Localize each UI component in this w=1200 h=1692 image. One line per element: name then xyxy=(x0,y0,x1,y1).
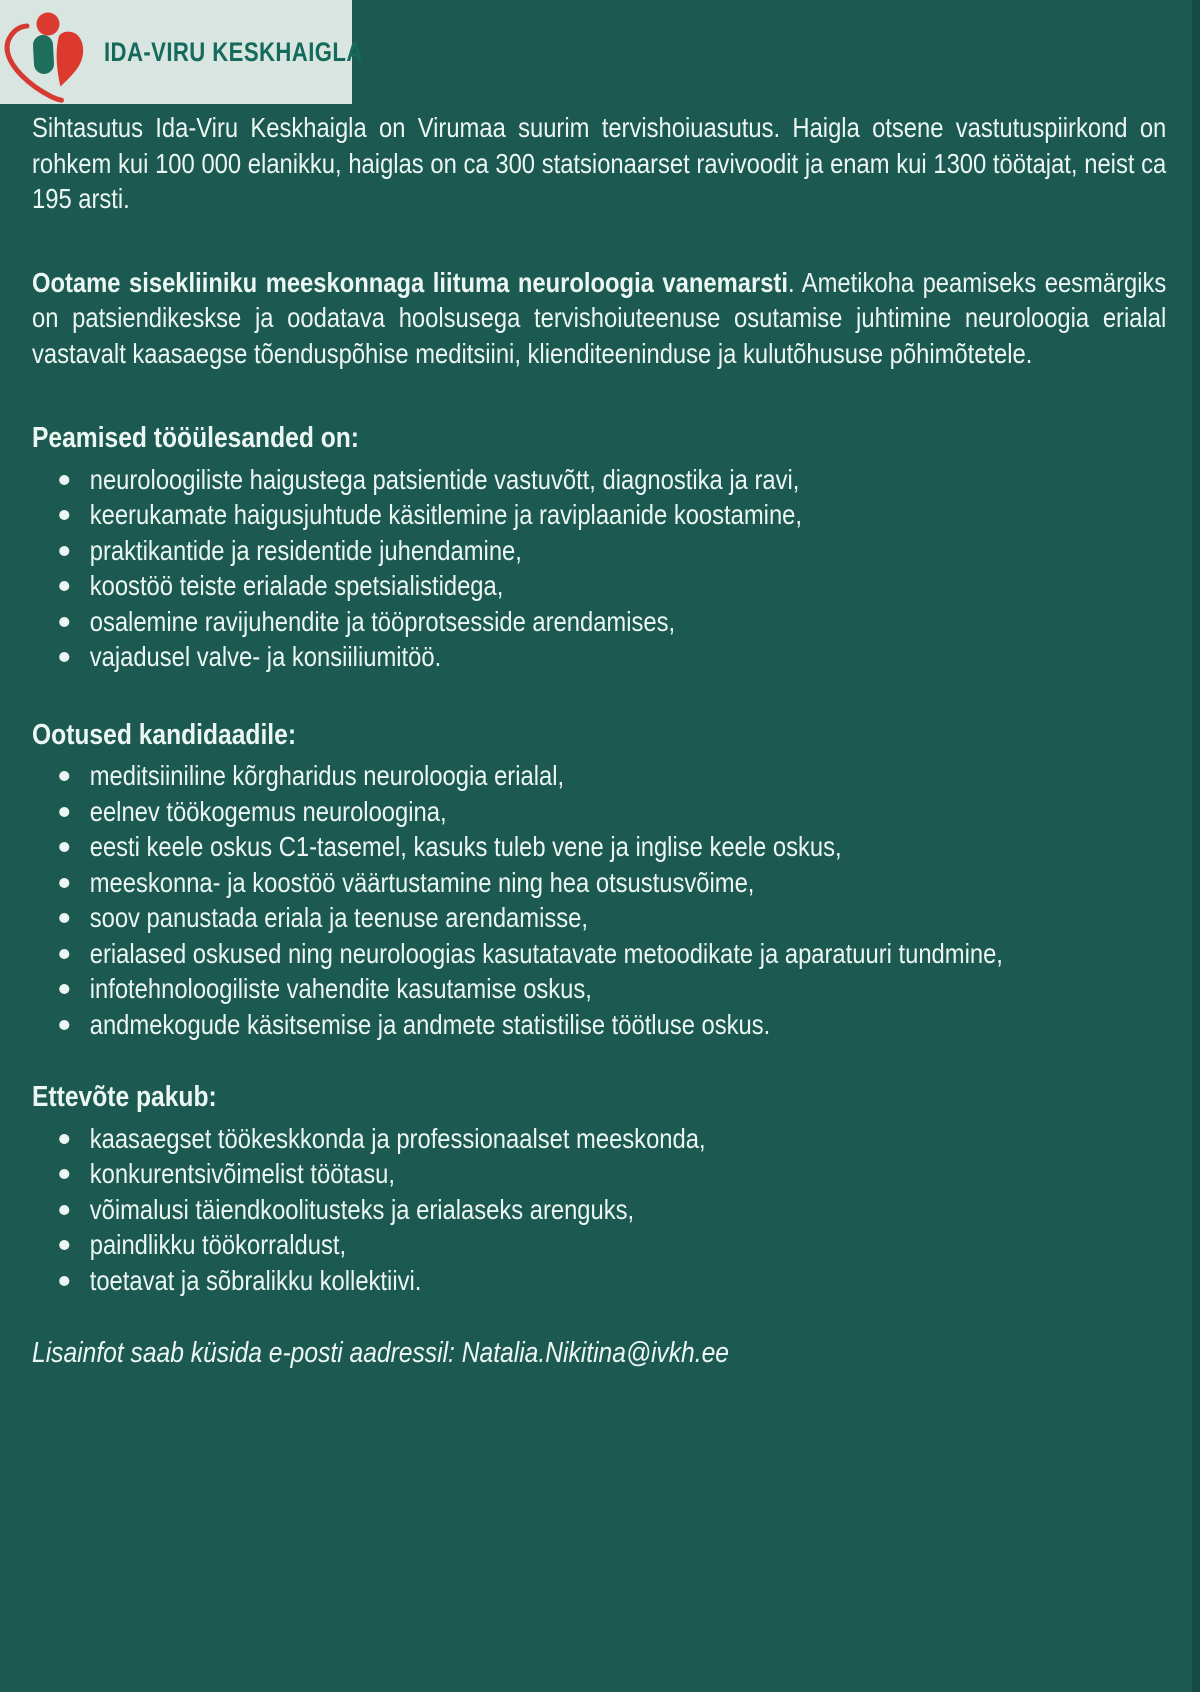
list-item: soov panustada eriala ja teenuse arendamisse, xyxy=(32,900,1166,936)
section-heading-expectations: Ootused kandidaadile: xyxy=(32,718,297,751)
list-item: keerukamate haigusjuhtude käsitlemine ja raviplaanide koostamine, xyxy=(32,497,1166,533)
list-item: konkurentsivõimelist töötasu, xyxy=(32,1156,1166,1192)
list-item: osalemine ravijuhendite ja tööprotsesside arendamises, xyxy=(32,604,1166,640)
offer-list xyxy=(32,1121,1166,1299)
list-item: võimalusi täiendkoolitusteks ja erialaseks arenguks, xyxy=(32,1192,1166,1228)
position-lead-bold: Ootame sisekliiniku meeskonnaga liituma neuroloogia vanemarsti xyxy=(32,266,788,298)
list-item: andmekogude käsitsemise ja andmete statistilise töötluse oskus. xyxy=(32,1007,1166,1043)
list-item: paindlikku töökorraldust, xyxy=(32,1227,1166,1263)
list-item: kaasaegset töökeskkonda ja professionaalset meeskonda, xyxy=(32,1121,1166,1157)
contact-note: Lisainfot saab küsida e-posti aadressil: Natalia.Nikitina@ivkh.ee xyxy=(32,1337,729,1369)
list-item: toetavat ja sõbralikku kollektiivi. xyxy=(32,1263,1166,1299)
list-item: erialased oskused ning neuroloogias kasutatavate metoodikate ja aparatuuri tundmine, xyxy=(32,936,1166,972)
duties-list xyxy=(32,462,1166,675)
right-edge-shade xyxy=(1192,0,1200,1692)
hospital-header xyxy=(0,0,363,104)
list-item: neuroloogiliste haigustega patsientide vastuvõtt, diagnostika ja ravi, xyxy=(32,462,1166,498)
section-heading-duties: Peamised tööülesanded on: xyxy=(32,422,359,454)
list-item: koostöö teiste erialade spetsialistidega, xyxy=(32,568,1166,604)
list-item: meeskonna- ja koostöö väärtustamine ning hea otsustusvõime, xyxy=(32,865,1166,901)
position-paragraph xyxy=(32,265,1166,372)
flyer-body xyxy=(32,104,1168,1372)
hospital-logo-icon xyxy=(0,0,100,104)
list-item: vajadusel valve- ja konsiiliumitöö. xyxy=(32,639,1166,675)
intro-paragraph: Sihtasutus Ida-Viru Keskhaigla on Virumaa suurim tervishoiuasutus. Haigla otsene vastutuspiirkond on rohkem kui 100 000 elanikku, haiglas on ca 300 statsionaarset ravivoodit ja enam kui 1300 töötajat, neist ca 195 arsti. xyxy=(32,112,1167,214)
section-heading-offer: Ettevõte pakub: xyxy=(32,1081,217,1113)
expectations-list xyxy=(32,758,1166,1042)
list-item: meditsiiniline kõrgharidus neuroloogia erialal, xyxy=(32,758,1166,794)
list-item: infotehnoloogiliste vahendite kasutamise oskus, xyxy=(32,971,1166,1007)
list-item: eesti keele oskus C1-tasemel, kasuks tuleb vene ja inglise keele oskus, xyxy=(32,829,1166,865)
position-lead-rest: . Ametikoha peamiseks eesmärgiks on patsiendikeskse ja oodatava hoolsusega tervishoiuteenuse osutamise juhtimine neuroloogia erialal vastavalt kaasaegse tõenduspõhise meditsiini, klienditeeninduse ja kulutõhususe põhimõtetele. xyxy=(32,266,1167,369)
list-item: praktikantide ja residentide juhendamine, xyxy=(32,533,1166,569)
hospital-name: IDA-VIRU KESKHAIGLA xyxy=(104,36,363,67)
list-item: eelnev töökogemus neuroloogina, xyxy=(32,794,1166,830)
